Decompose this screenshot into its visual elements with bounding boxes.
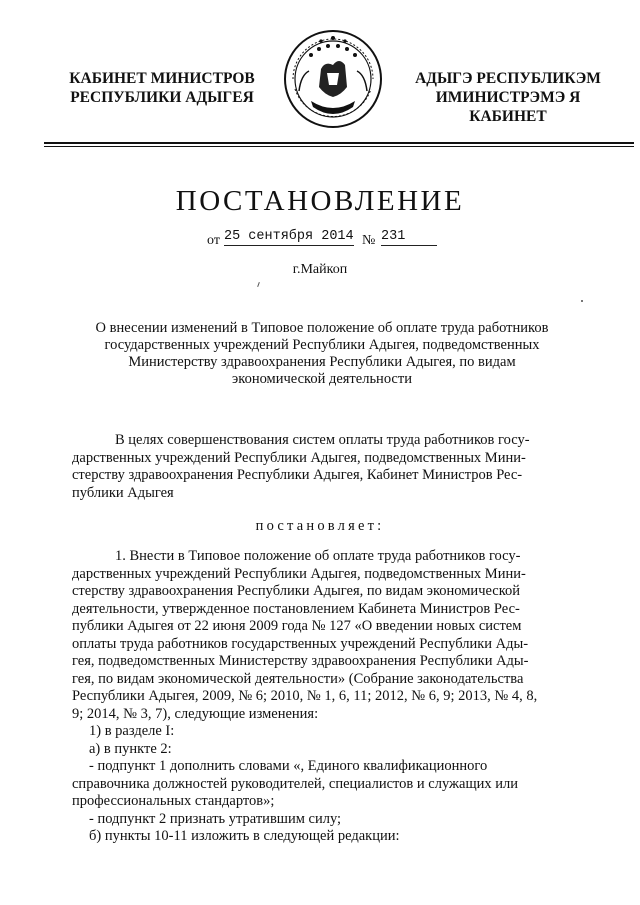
list-item: - подпункт 1 дополнить словами «, Единого квалификационного [89, 758, 488, 774]
item-1-line: 1. Внести в Типовое положение об оплате труда работников госу- [115, 548, 521, 564]
item-1-line: дарственных учреждений Республики Адыгея, подведомственных Мини- [72, 565, 526, 582]
item-1-line: публики Адыгея от 22 июня 2009 года № 127 «О введении новых систем [72, 618, 522, 634]
resolves-heading: постановляет: [255, 518, 385, 534]
document-date: 25 сентября 2014 [224, 229, 354, 244]
preamble-line: публики Адыгея [72, 484, 174, 501]
amendment-list [72, 723, 572, 846]
subject-line: О внесении изменений в Типовое положение об оплате труда работников [95, 320, 549, 336]
scan-mark [257, 282, 260, 287]
coat-of-arms-adygea-icon [281, 25, 385, 135]
item-1-line: деятельности, утвержденное постановлением Кабинета Министров Рес- [72, 600, 520, 617]
document-number: 231 [381, 229, 437, 246]
preamble-line: В целях совершенствования систем оплаты труда работников госу- [115, 432, 530, 448]
list-item: б) пункты 10-11 изложить в следующей редакции: [89, 828, 400, 844]
date-prefix: от [207, 233, 220, 248]
item-1-line: Республики Адыгея, 2009, № 6; 2010, № 1, 6, 11; 2012, № 6, 9; 2013, № 4, 8, [72, 688, 538, 704]
org-left-line-1: КАБИНЕТ МИНИСТРОВ [69, 70, 255, 87]
item-1-line: 9; 2014, № 3, 7), следующие изменения: [72, 705, 319, 722]
document-subject [72, 320, 572, 388]
preamble-line: стерству здравоохранения Республики Адыгея, Кабинет Министров Рес- [72, 467, 523, 483]
list-item: профессиональных стандартов»; [72, 793, 275, 809]
list-item: 1) в разделе I: [89, 723, 175, 739]
document-title: ПОСТАНОВЛЕНИЕ [175, 185, 465, 217]
organization-name-adyghe [398, 69, 618, 126]
date-number-line [0, 229, 640, 251]
item-1-line: оплаты труда работников государственных учреждений Республики Ады- [72, 635, 529, 652]
header-rule-thick [44, 142, 634, 144]
city: г.Майкоп [292, 262, 348, 277]
org-left-line-2: РЕСПУБЛИКИ АДЫГЕЯ [70, 89, 254, 106]
preamble-line: дарственных учреждений Республики Адыгея, подведомственных Мини- [72, 449, 526, 466]
org-right-line-1: АДЫГЭ РЕСПУБЛИКЭМ [415, 70, 601, 87]
item-1-line: стерству здравоохранения Республики Адыгея, по видам экономической [72, 583, 521, 599]
item-1-line: гея, по видам экономической деятельности» (Собрание законодательства [72, 670, 524, 687]
subject-line: государственных учреждений Республики Адыгея, подведомственных [104, 337, 540, 353]
item-1-line: гея, подведомственных Министерству здравоохранения Республики Ады- [72, 653, 529, 669]
list-item: справочника должностей руководителей, специалистов и служащих или [72, 775, 519, 792]
list-item: а) в пункте 2: [89, 740, 172, 757]
scan-dot [581, 300, 583, 302]
organization-name-russian [62, 69, 262, 107]
letterhead [0, 0, 640, 150]
subject-line: Министерству здравоохранения Республики Адыгея, по видам [128, 354, 516, 370]
preamble-paragraph [72, 432, 572, 502]
subject-line: экономической деятельности [232, 371, 412, 387]
header-rule-thin [44, 146, 634, 147]
org-right-line-2: ИМИНИСТРЭМЭ Я КАБИНЕТ [435, 89, 581, 125]
list-item: - подпункт 2 признать утратившим силу; [89, 810, 342, 827]
number-sign: № [362, 233, 376, 248]
item-1-paragraph [72, 548, 572, 723]
